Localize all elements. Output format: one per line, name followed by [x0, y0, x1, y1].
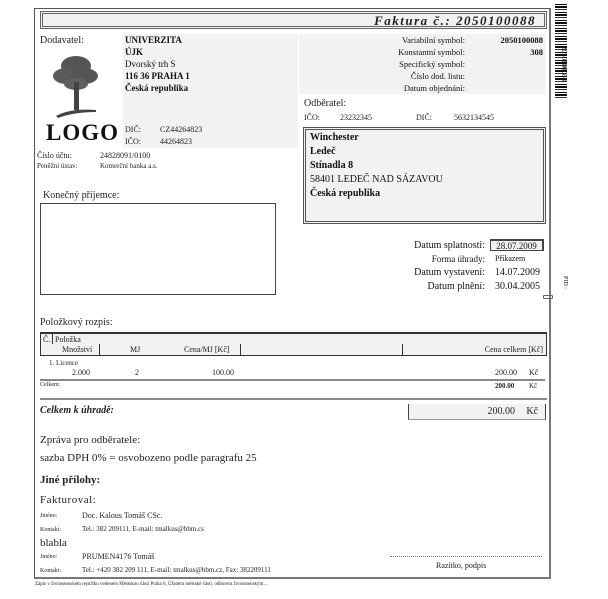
supplier-dic-label: DIČ:: [125, 125, 141, 134]
supplier-city: 116 36 PRAHA 1: [125, 71, 190, 81]
tax-date-value: 30.04.2005: [495, 281, 540, 292]
header-qty: Množství: [62, 345, 93, 354]
invoice-title-bar: [40, 11, 547, 29]
header-unit-price: Cena/MJ [Kč]: [184, 345, 230, 354]
item-qty: 2.000: [72, 368, 90, 377]
attachments-label: Jiné přílohy:: [40, 474, 101, 486]
message-label: Zpráva pro odběratele:: [40, 434, 141, 446]
total-due-value: 200.00: [487, 406, 515, 417]
second-person-contact: Tel.: +420 382 209 111, E-mail: tmalkus@bbm.cz, Fax: 382209111: [82, 566, 271, 574]
symbol-row: [299, 59, 545, 71]
supplier-address-box: [123, 34, 298, 148]
item-name: 1. Licence: [49, 359, 79, 367]
header-divider: [99, 344, 100, 355]
subtotal-divider: [40, 379, 545, 381]
issue-date-value: 14.07.2009: [495, 267, 540, 278]
invoiced-by-contact: Tel.: 382 209111, E-mail: tmalkus@bbm.cs: [82, 525, 204, 533]
symbol-row: [299, 47, 545, 59]
item-currency: Kč: [529, 368, 539, 377]
supplier-dic: CZ44264823: [160, 125, 203, 134]
customer-address-box: [303, 127, 546, 224]
symbol-value: 2050100088: [500, 35, 543, 45]
item-total: 200.00: [495, 368, 517, 377]
account-number: 24828091/0100: [100, 151, 151, 160]
supplier-name-line: ÚJK: [125, 47, 143, 57]
symbol-label: Variabilní symbol:: [401, 35, 465, 45]
item-unit-price: 100.00: [212, 368, 234, 377]
customer-address-line: 58401 LEDEČ NAD SÁZAVOU: [310, 174, 443, 185]
side-label: PID :: [562, 276, 568, 289]
symbols-panel: [299, 34, 545, 94]
supplier-ico-label: IČO:: [125, 137, 141, 146]
issue-date-label: Datum vystavení:: [414, 267, 485, 278]
supplier-name-line: UNIVERZITA: [125, 35, 182, 45]
subtotal-currency: Kč: [529, 382, 538, 390]
symbol-label: Konstantní symbol:: [398, 47, 465, 57]
payment-method-label: Forma úhrady:: [431, 254, 485, 264]
scroll-marker: [543, 295, 553, 299]
account-label: Číslo účtu:: [37, 151, 72, 160]
customer-address-line: Stínadla 8: [310, 160, 354, 171]
header-no: Č.: [43, 335, 51, 344]
symbol-value: 308: [530, 47, 543, 57]
final-recipient-label: Konečný příjemce:: [43, 190, 120, 201]
symbol-label: Číslo dod. listu:: [410, 71, 465, 81]
customer-ico-label: IČO:: [304, 113, 320, 122]
header-item: Položka: [55, 335, 81, 344]
customer-label: Odběratel:: [304, 98, 347, 109]
second-person-name: PRUMEN4176 Tomáš: [82, 552, 155, 561]
total-due-label: Celkem k úhradě:: [40, 405, 114, 416]
header-unit: MJ: [130, 345, 141, 354]
customer-address-line: Ledeč: [310, 146, 336, 157]
subtotal-label: Celkem:: [40, 382, 61, 388]
invoice-title: Faktura č.: 2050100088: [374, 13, 536, 28]
supplier-label: Dodavatel:: [40, 35, 84, 46]
symbol-label: Datum objednání:: [403, 83, 465, 93]
invoiced-by-contact-label: Kontakt:: [40, 527, 61, 533]
supplier-street: Dvorský trh S: [125, 59, 176, 69]
footer-registration-note: Zápis v živnostenském rejstříku vedeném Městskou částí Praha 6, Úřadem městské části, odborem živnostenským...: [35, 582, 268, 587]
due-date-value: 28.07.2009: [490, 239, 544, 251]
supplier-country: Česká republika: [125, 83, 189, 93]
logo-text: LOGO: [46, 120, 120, 145]
customer-dic-label: DIČ:: [416, 113, 432, 122]
symbol-row: [299, 71, 545, 83]
invoiced-by-label: Fakturoval:: [40, 494, 97, 506]
header-divider: [52, 334, 53, 344]
barcode-number: 2050100088: [560, 46, 568, 81]
second-person-label: blabla: [40, 537, 67, 549]
symbol-row: [299, 83, 545, 95]
item-unit: 2: [135, 368, 139, 377]
customer-ico: 23232345: [340, 113, 372, 122]
customer-dic: 5632134545: [454, 113, 494, 122]
symbol-row: [299, 35, 545, 47]
final-recipient-box: [40, 203, 276, 295]
message-text: sazba DPH 0% = osvobozeno podle paragrafu 25: [40, 452, 257, 464]
due-date-label: Datum splatnosti:: [414, 240, 485, 251]
total-due-box: [408, 404, 546, 420]
customer-address-line: Česká republika: [310, 188, 381, 199]
invoiced-by-name: Doc. Kalous Tomáš CSc.: [82, 511, 163, 520]
tree-logo-icon: [50, 52, 102, 118]
items-table-header: [40, 332, 547, 356]
subtotal-value: 200.00: [495, 382, 515, 390]
total-divider: [40, 398, 547, 400]
total-due-currency: Kč: [526, 406, 538, 417]
second-person-contact-label: Kontakt:: [40, 568, 61, 574]
header-total: Cena celkem [Kč]: [484, 345, 543, 354]
supplier-ico: 44264823: [160, 137, 192, 146]
signature-label: Razítko, podpis: [436, 561, 487, 570]
bank-label: Peněžní ústav:: [37, 162, 78, 170]
header-divider: [240, 344, 241, 355]
second-person-name-label: Jméno:: [40, 554, 58, 560]
tax-date-label: Datum plnění:: [427, 281, 485, 292]
symbol-label: Specifický symbol:: [399, 59, 465, 69]
signature-line: [390, 556, 542, 557]
invoiced-by-name-label: Jméno:: [40, 513, 58, 519]
payment-method-value: Příkazem: [495, 254, 526, 263]
customer-address-line: Winchester: [310, 132, 359, 143]
header-divider: [402, 344, 403, 356]
bank-name: Komerční banka a.s.: [100, 162, 158, 170]
items-section-label: Položkový rozpis:: [40, 317, 113, 328]
